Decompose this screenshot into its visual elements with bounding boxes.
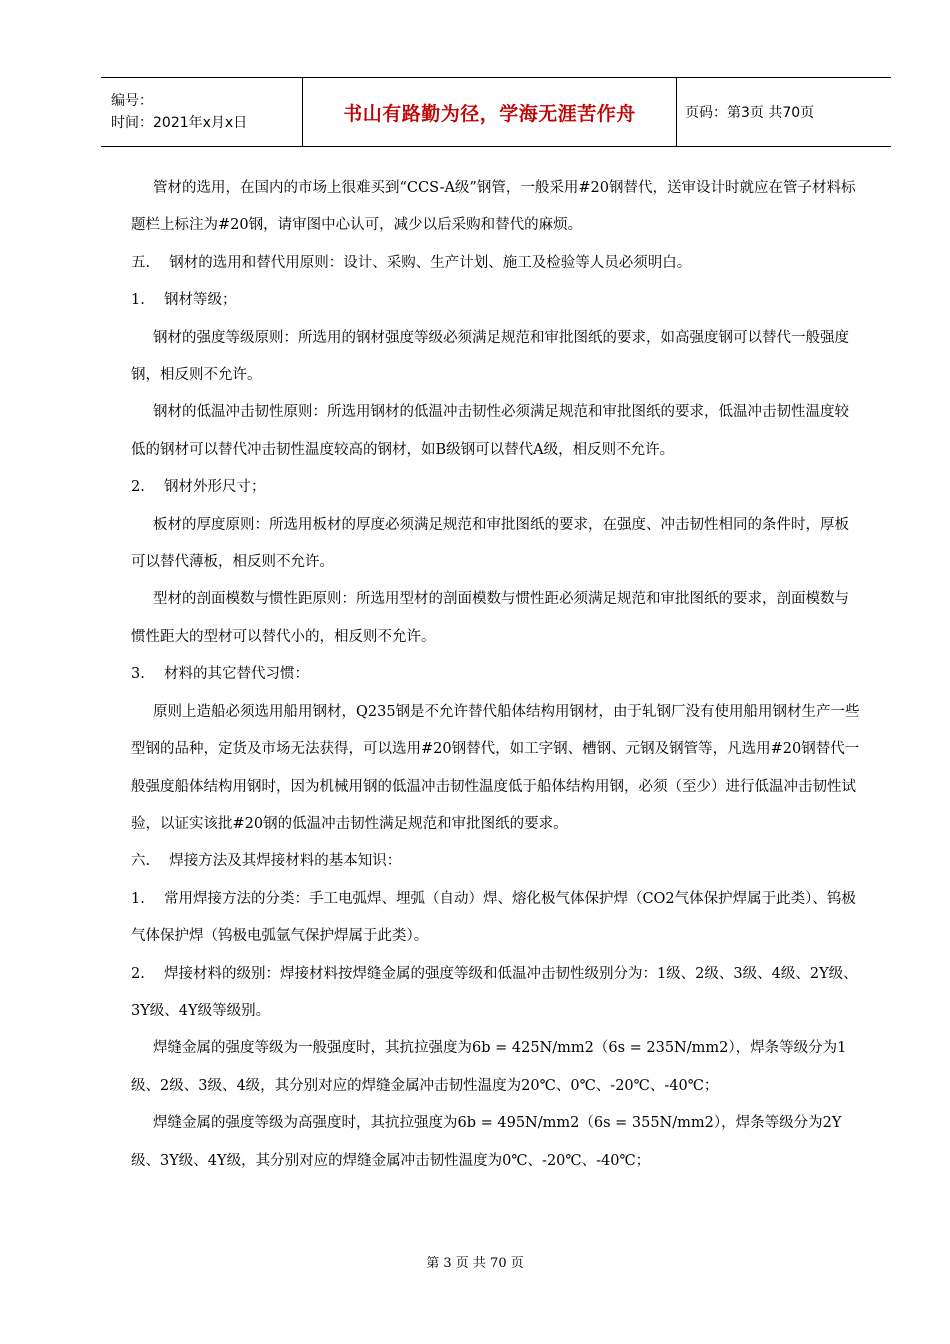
page-footer: 第 3 页 共 70 页	[426, 1256, 524, 1271]
paragraph: 焊缝金属的强度等级为一般强度时，其抗拉强度为6b = 425N/mm2（6s = 235N/mm2），焊条等级分为1级、2级、3级、4级，其分别对应的焊缝金属冲击韧性温度为20℃、0℃、-20℃、-40℃；	[131, 1040, 847, 1094]
header-page-cell	[677, 78, 891, 146]
list-item: 3. 材料的其它替代习惯：	[131, 666, 309, 683]
paragraph: 钢材的强度等级原则：所选用的钢材强度等级必须满足规范和审批图纸的要求，如高强度钢可以替代一般强度钢，相反则不允许。	[131, 329, 849, 384]
page-header	[101, 77, 891, 147]
section-heading: 五. 钢材的选用和替代用原则：设计、采购、生产计划、施工及检验等人员必须明白。	[131, 254, 692, 271]
list-item: 1. 常用焊接方法的分类：手工电弧焊、埋弧（自动）焊、熔化极气体保护焊（CO2气体保护焊属于此类）、钨极气体保护焊（钨极电弧氩气保护焊属于此类）。	[131, 890, 856, 945]
section-heading: 六. 焊接方法及其焊接材料的基本知识：	[131, 853, 402, 870]
header-motto-cell	[303, 78, 677, 146]
document-number-label: 编号：	[111, 93, 153, 109]
list-item: 2. 焊接材料的级别：焊接材料按焊缝金属的强度等级和低温冲击韧性级别分为：1级、2级、3级、4级、2Y级、3Y级、4Y级等级别。	[131, 965, 858, 1019]
header-page-info: 页码：第3页 共70页	[685, 105, 815, 121]
document-body	[131, 170, 861, 1180]
paragraph: 钢材的低温冲击韧性原则：所选用钢材的低温冲击韧性必须满足规范和审批图纸的要求，低温冲击韧性温度较低的钢材可以替代冲击韧性温度较高的钢材，如B级钢可以替代A级，相反则不允许。	[131, 404, 849, 458]
paragraph: 管材的选用，在国内的市场上很难买到“CCS-A级”钢管，一般采用#20钢替代，送审设计时就应在管子材料标题栏上标注为#20钢，请审图中心认可，减少以后采购和替代的麻烦。	[131, 180, 856, 234]
paragraph: 焊缝金属的强度等级为高强度时，其抗拉强度为6b = 495N/mm2（6s = 355N/mm2），焊条等级分为2Y级、3Y级、4Y级，其分别对应的焊缝金属冲击韧性温度为0℃、-20℃、-40℃；	[131, 1115, 842, 1169]
document-date: 时间：2021年x月x日	[111, 115, 248, 131]
paragraph: 原则上造船必须选用船用钢材，Q235钢是不允许替代船体结构用钢材，由于轧钢厂没有使用船用钢材生产一些型钢的品种，定货及市场无法获得，可以选用#20钢替代，如工字钢、槽钢、元钢及钢管等，凡选用#20钢替代一般强度船体结构用钢时，因为机械用钢的低温冲击韧性温度低于船体结构用钢，必须（至少）进行低温冲击韧性试验，以证实该批#20钢的低温冲击韧性满足规范和审批图纸的要求。	[131, 703, 860, 832]
paragraph: 型材的剖面模数与惯性距原则：所选用型材的剖面模数与惯性距必须满足规范和审批图纸的要求，剖面模数与惯性距大的型材可以替代小的，相反则不允许。	[131, 591, 849, 645]
header-meta	[101, 78, 303, 146]
list-item: 2. 钢材外形尺寸；	[131, 479, 266, 496]
header-motto: 书山有路勤为径，学海无涯苦作舟	[343, 102, 636, 125]
paragraph: 板材的厚度原则：所选用板材的厚度必须满足规范和审批图纸的要求，在强度、冲击韧性相同的条件时，厚板可以替代薄板，相反则不允许。	[131, 516, 849, 571]
list-item: 1. 钢材等级；	[131, 292, 237, 309]
